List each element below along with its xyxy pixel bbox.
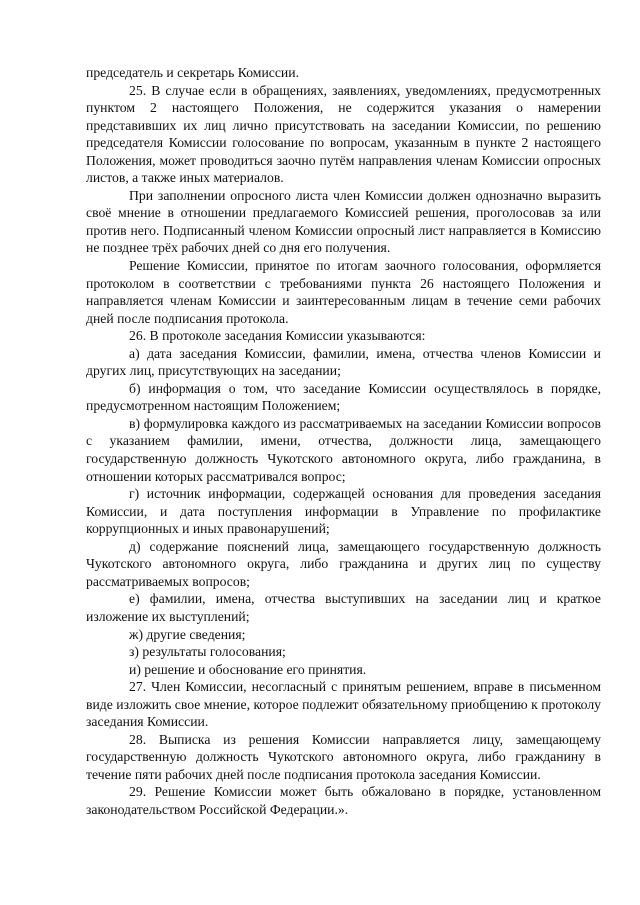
list-item-i: и) решение и обоснование его принятия. xyxy=(129,661,367,677)
list-item-e: е) фамилии, имена, отчества выступивших на заседании лиц и краткое изложение их выступлений; xyxy=(86,591,601,624)
list-item-v: в) формулировка каждого из рассматриваемых на заседании Комиссии вопросов с указанием фамилии, имени, отчества, должности лица, замещающего государственную должность Чукотского автономного округа, либо гражданина, в отношении которых рассматривался вопрос; xyxy=(86,415,601,484)
list-item-a: а) дата заседания Комиссии, фамилии, имена, отчества членов Комиссии и других лиц, присутствующих на заседании; xyxy=(86,345,601,379)
document-body xyxy=(86,64,601,819)
paragraph-absentee-decision: Решение Комиссии, принятое по итогам заочного голосования, оформляется протоколом в соответствии с требованиями пункта 26 настоящего Положения и направляется членам Комиссии и заинтересованным лицам в течение семи рабочих дней после подписания протокола. xyxy=(86,258,601,326)
paragraph-continuation: председатель и секретарь Комиссии. xyxy=(86,65,300,80)
paragraph-questionnaire: При заполнении опросного листа член Комиссии должен однозначно выразить своё мнение в отношении предлагаемого Комиссией решения, проголосовав за или против него. Подписанный членом Комиссии опросный лист направляется в Комиссию не позднее трёх рабочих дней со дня его получения. xyxy=(86,187,601,256)
list-item-d: д) содержание пояснений лица, замещающего государственную должность Чукотского автономного округа, либо гражданина и других лиц по существу рассматриваемых вопросов; xyxy=(86,538,601,589)
paragraph-clause-29: 29. Решение Комиссии может быть обжаловано в порядке, установленном законодательством Российской Федерации.». xyxy=(86,784,601,817)
paragraph-clause-27: 27. Член Комиссии, несогласный с принятым решением, вправе в письменном виде изложить свое мнение, которое подлежит обязательному приобщению к протоколу заседания Комиссии. xyxy=(86,679,601,730)
paragraph-clause-25: 25. В случае если в обращениях, заявлениях, уведомлениях, предусмотренных пунктом 2 настоящего Положения, не содержится указания о намерении представивших их лиц лично присутствовать на заседании Комиссии, по решению председателя Комиссии голосование по вопросам, указанным в пункте 2 настоящего Положения, может проводиться заочно путём направления членам Комиссии опросных листов, а также иных материалов. xyxy=(86,82,601,186)
list-item-b: б) информация о том, что заседание Комиссии осуществлялось в порядке, предусмотренном настоящим Положением; xyxy=(86,380,601,414)
list-item-g: г) источник информации, содержащей основания для проведения заседания Комиссии, и дата поступления информации в Управление по профилактике коррупционных и иных правонарушений; xyxy=(86,486,601,537)
paragraph-clause-28: 28. Выписка из решения Комиссии направляется лицу, замещающему государственную должность Чукотского автономного округа, либо гражданину в течение пяти рабочих дней после подписания протокола заседания Комиссии. xyxy=(86,731,601,782)
paragraph-clause-26: 26. В протоколе заседания Комиссии указываются: xyxy=(129,328,426,344)
list-item-z: з) результаты голосования; xyxy=(129,644,286,660)
list-item-zh: ж) другие сведения; xyxy=(129,626,246,642)
